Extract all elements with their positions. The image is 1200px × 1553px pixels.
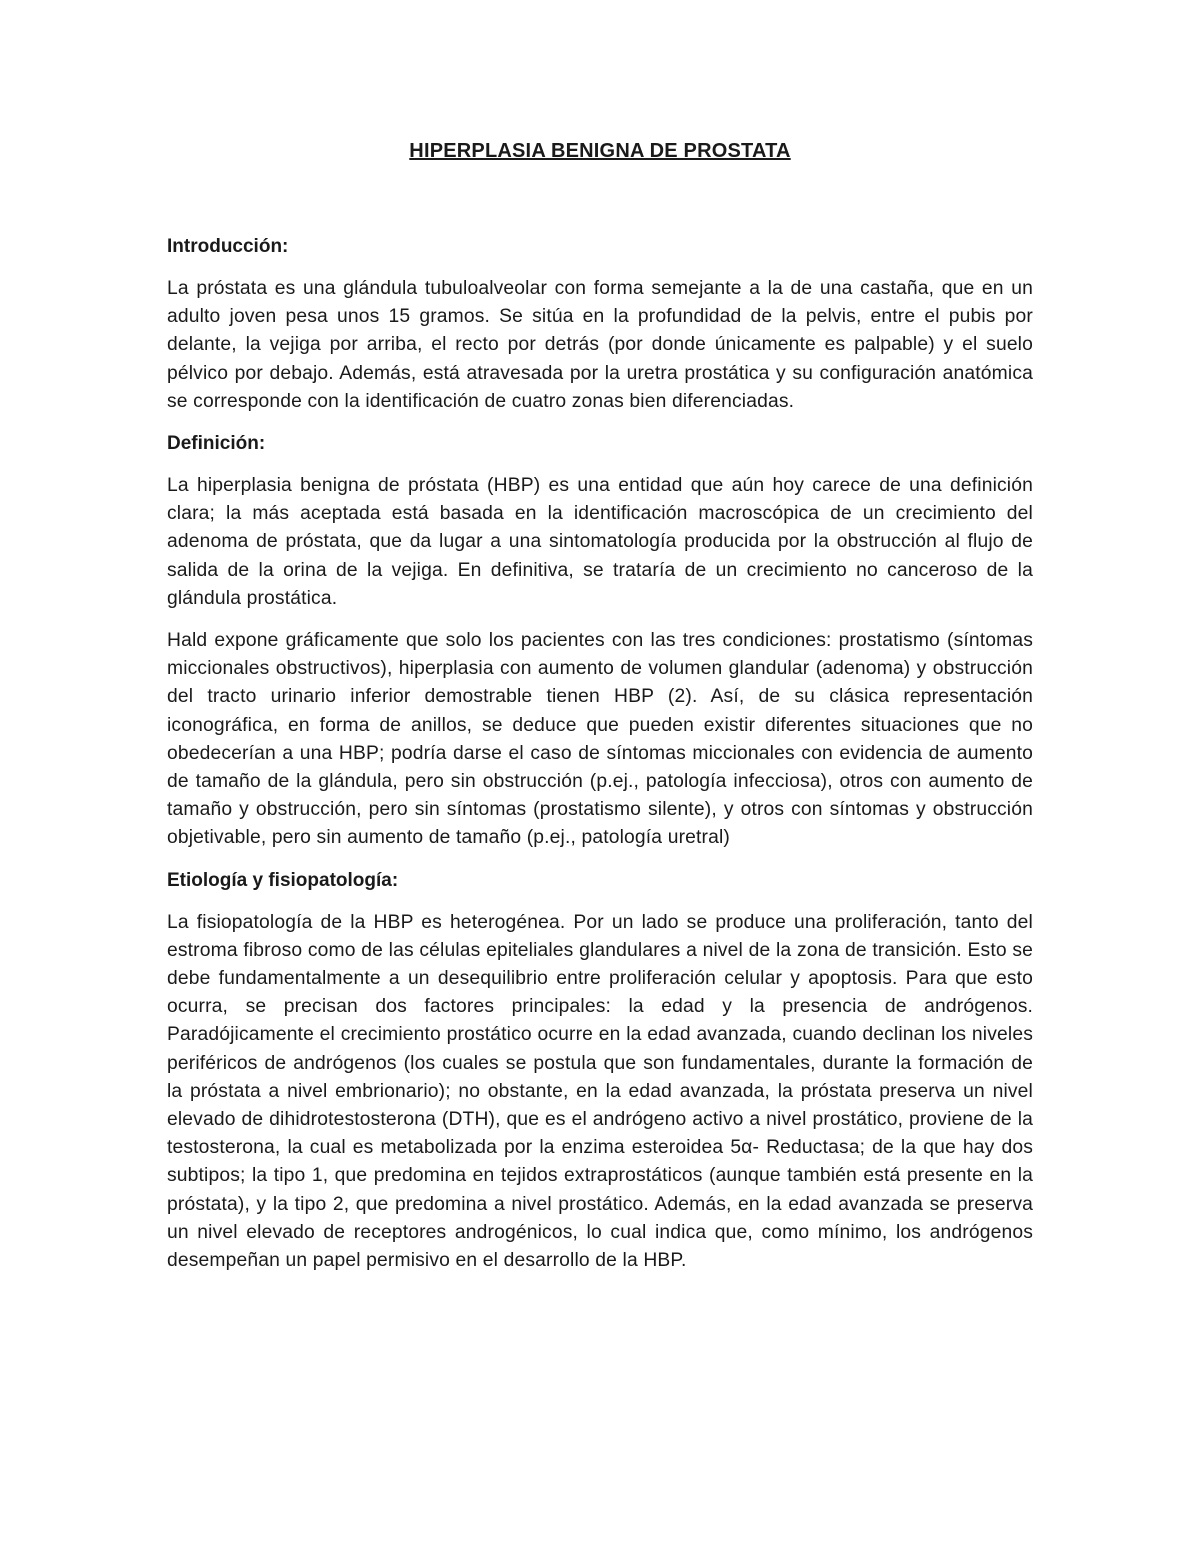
paragraph-definicion-2: Hald expone gráficamente que solo los pacientes con las tres condiciones: prostatismo (síntomas miccionales obstructivos), hiperplasia con aumento de volumen glandular (adenoma) y obstrucción del tracto urinario inferior demostrable tienen HBP (2). Así, de su clásica representación iconográfica, en forma de anillos, se deduce que pueden existir diferentes situaciones que no obedecerían a una HBP; podría darse el caso de síntomas miccionales con evidencia de aumento de tamaño de la glándula, pero sin obstrucción (p.ej., patología infecciosa), otros con aumento de tamaño y obstrucción, pero sin síntomas (prostatismo silente), y otros con síntomas y obstrucción objetivable, pero sin aumento de tamaño (p.ej., patología uretral) xyxy=(167,630,1033,849)
paragraph-etiologia: La fisiopatología de la HBP es heterogénea. Por un lado se produce una proliferación, tanto del estroma fibroso como de las células epiteliales glandulares a nivel de la zona de transición. Esto se debe fundamentalmente a un desequilibrio entre proliferación celular y apoptosis. Para que esto ocurra, se precisan dos factores principales: la edad y la presencia de andrógenos. Paradójicamente el crecimiento prostático ocurre en la edad avanzada, cuando declinan los niveles periféricos de andrógenos (los cuales se postula que son fundamentales, durante la formación de la próstata a nivel embrionario); no obstante, en la edad avanzada, la próstata preserva un nivel elevado de dihidrotestosterona (DTH), que es el andrógeno activo a nivel prostático, proviene de la testosterona, la cual es metabolizada por la enzima esteroidea 5α- Reductasa; de la que hay dos subtipos; la tipo 1, que predomina en tejidos extraprostáticos (aunque también está presente en la próstata), y la tipo 2, que predomina a nivel prostático. Además, en la edad avanzada se preserva un nivel elevado de receptores androgénicos, lo cual indica que, como mínimo, los andrógenos desempeñan un papel permisivo en el desarrollo de la HBP. xyxy=(167,911,1033,1272)
section-introduccion xyxy=(167,233,1033,416)
document-title: HIPERPLASIA BENIGNA DE PROSTATA xyxy=(409,140,791,162)
section-etiologia xyxy=(167,867,1033,1276)
paragraph-definicion-1: La hiperplasia benigna de próstata (HBP) es una entidad que aún hoy carece de una definición clara; la más aceptada está basada en la identificación macroscópica de un crecimiento del adenoma de próstata, que da lugar a una sintomatología producida por la obstrucción al flujo de salida de la orina de la vejiga. En definitiva, se trataría de un crecimiento no canceroso de la glándula prostática. xyxy=(167,475,1033,609)
section-heading-definicion: Definición: xyxy=(167,433,266,455)
section-definicion xyxy=(167,430,1033,853)
section-heading-introduccion: Introducción: xyxy=(167,236,289,257)
document-body xyxy=(167,140,1033,1289)
section-heading-etiologia: Etiología y fisiopatología: xyxy=(167,869,399,891)
paragraph-introduccion: La próstata es una glándula tubuloalveolar con forma semejante a la de una castaña, que en un adulto joven pesa unos 15 gramos. Se sitúa en la profundidad de la pelvis, entre el pubis por delante, la vejiga por arriba, el recto por detrás (por donde únicamente es palpable) y el suelo pélvico por debajo. Además, está atravesada por la uretra prostática y su configuración anatómica se corresponde con la identificación de cuatro zonas bien diferenciadas. xyxy=(167,278,1033,412)
